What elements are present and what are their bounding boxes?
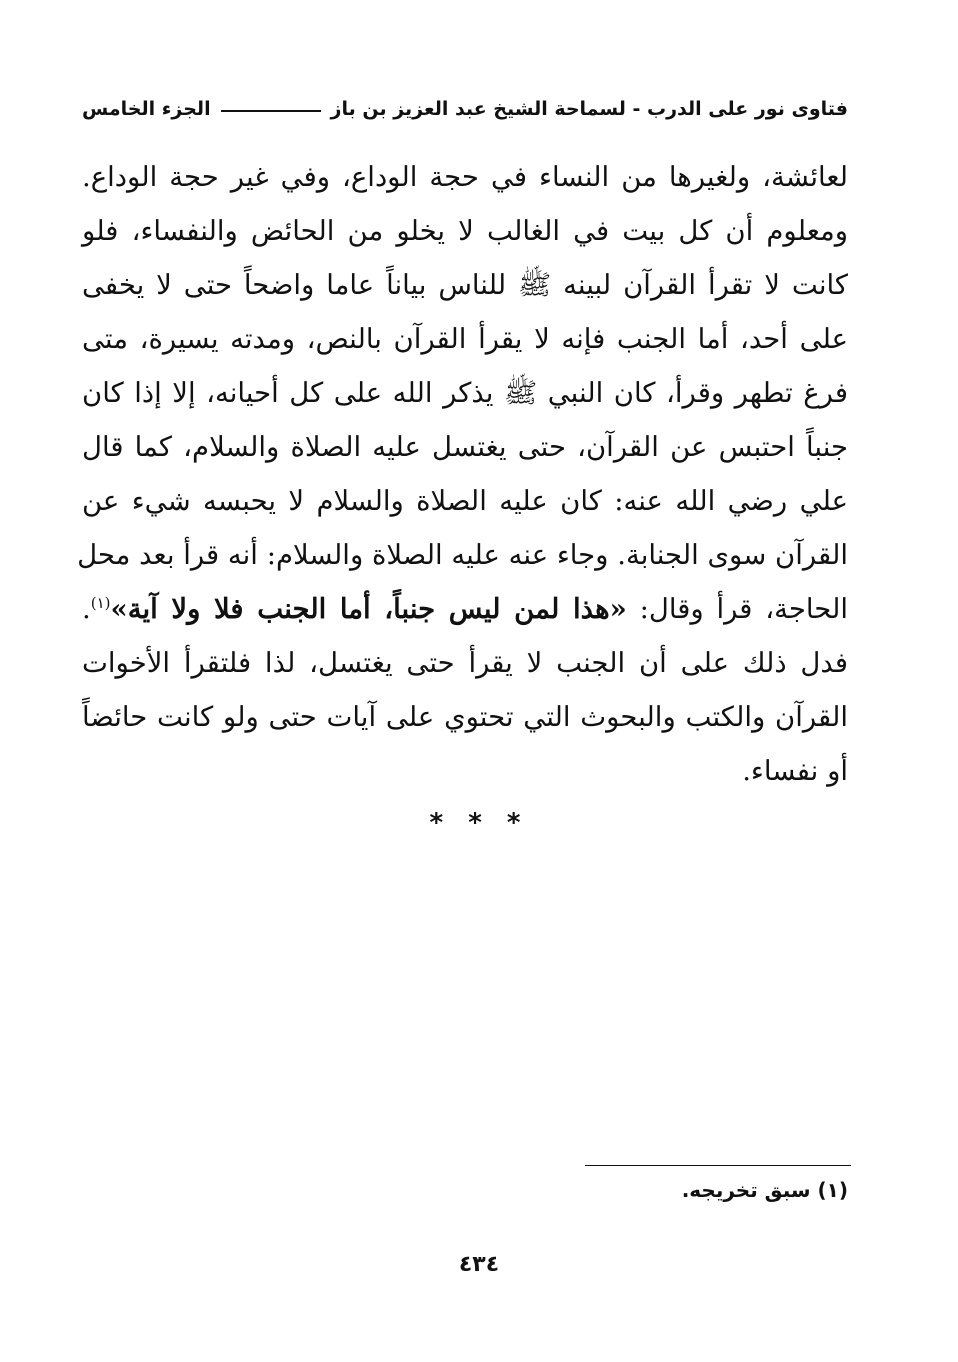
text-line-quote	[82, 582, 848, 636]
text-line: كانت لا تقرأ القرآن لبينه ﷺ للناس بياناً عاما واضحاً حتى لا يخفى	[82, 269, 848, 301]
text-line: لعائشة، ولغيرها من النساء في حجة الوداع، وفي غير حجة الوداع.	[82, 161, 848, 193]
part-label: الجزء الخامس	[82, 98, 211, 120]
footnote-rule	[585, 1165, 851, 1166]
page-number: ٤٣٤	[458, 1252, 500, 1277]
footnote-reference: (١)	[90, 593, 111, 612]
quote-intro: الحاجة، قرأ وقال:	[626, 593, 848, 625]
series-title: فتاوى نور على الدرب - لسماحة الشيخ عبد العزيز بن باز	[330, 98, 848, 120]
header-rule	[221, 110, 321, 112]
running-header	[82, 92, 848, 126]
footnote-text: سبق تخريجه.	[681, 1178, 811, 1202]
text-line: ومعلوم أن كل بيت في الغالب لا يخلو من الحائض والنفساء، فلو	[82, 215, 848, 247]
text-line: القرآن سوى الجنابة. وجاء عنه عليه الصلاة والسلام: أنه قرأ بعد محل	[77, 539, 848, 571]
text-line: علي رضي الله عنه: كان عليه الصلاة والسلام لا يحبسه شيء عن	[82, 485, 848, 517]
section-separator: * * *	[429, 808, 529, 838]
text-line: جنباً احتبس عن القرآن، حتى يغتسل عليه الصلاة والسلام، كما قال	[82, 431, 848, 463]
footnote-number: (١)	[817, 1178, 848, 1202]
quote-end: .	[82, 593, 91, 625]
text-line: فرغ تطهر وقرأ، كان النبي ﷺ يذكر الله على كل أحيانه، إلا إذا كان	[82, 377, 848, 409]
footnote	[348, 1178, 848, 1202]
text-line: أو نفساء.	[742, 755, 848, 787]
body-text	[77, 150, 848, 798]
text-line: فدل ذلك على أن الجنب لا يقرأ حتى يغتسل، لذا فلتقرأ الأخوات	[82, 647, 848, 679]
hadith-quote: «هذا لمن ليس جنباً، أما الجنب فلا ولا آية»	[110, 593, 627, 625]
text-line: على أحد، أما الجنب فإنه لا يقرأ القرآن بالنص، ومدته يسيرة، متى	[82, 323, 848, 355]
text-line: القرآن والكتب والبحوث التي تحتوي على آيات حتى ولو كانت حائضاً	[82, 701, 848, 733]
